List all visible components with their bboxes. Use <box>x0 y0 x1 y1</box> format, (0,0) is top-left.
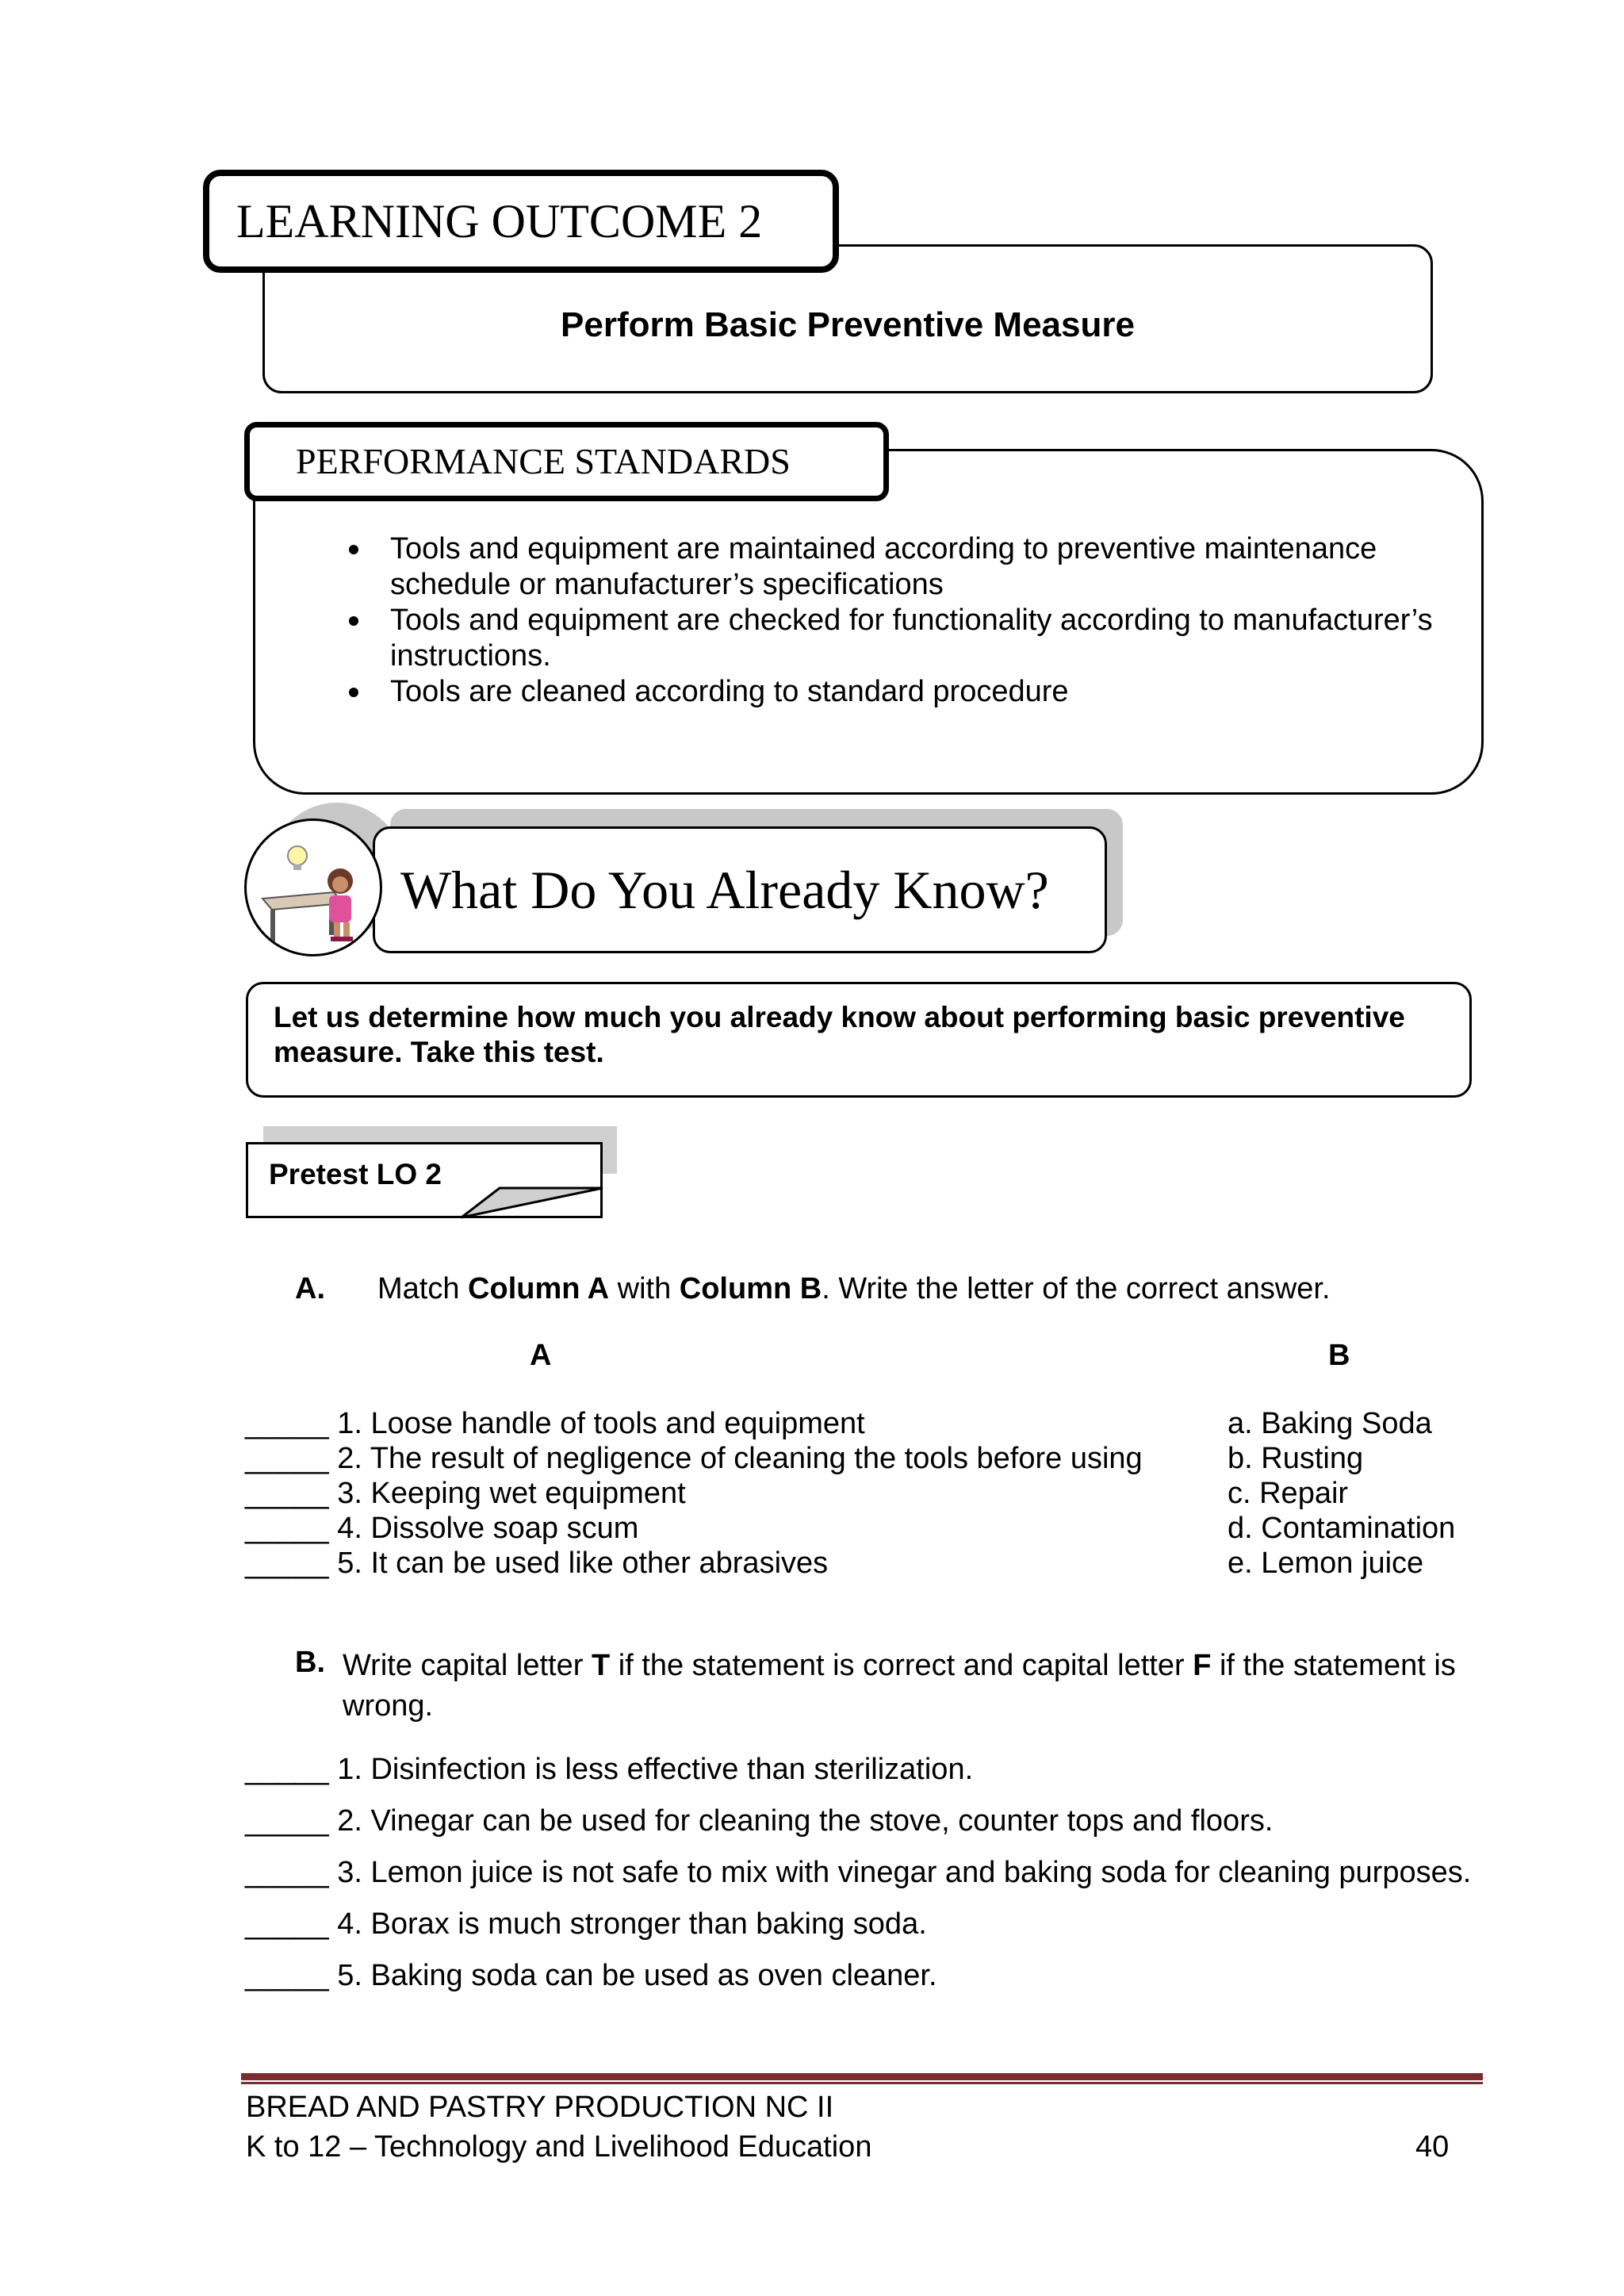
part-b-label: B. <box>295 1646 325 1679</box>
answer-blank[interactable]: _____ <box>245 1547 329 1580</box>
list-item: _____ 5. Baking soda can be used as oven cleaner. <box>245 1959 937 1992</box>
pretest-label: Pretest LO 2 <box>246 1142 603 1218</box>
list-item: _____ 4. Borax is much stronger than baking soda. <box>245 1907 927 1941</box>
answer-blank[interactable]: _____ <box>245 1407 329 1440</box>
list-item: e. Lemon juice <box>1228 1547 1424 1580</box>
list-item: b. Rusting <box>1228 1442 1364 1475</box>
column-b-header: B <box>1328 1339 1350 1372</box>
answer-blank[interactable]: _____ <box>245 1959 329 1992</box>
answer-blank[interactable]: _____ <box>245 1856 329 1889</box>
part-a-label: A. <box>295 1272 325 1305</box>
answer-blank[interactable]: _____ <box>245 1442 329 1475</box>
part-b-instructions: Write capital letter T if the statement is correct and capital letter F if the statement is wrong. <box>343 1649 1456 1723</box>
list-item: Tools are cleaned according to standard procedure <box>341 674 1467 710</box>
learning-outcome-title: Perform Basic Preventive Measure <box>561 305 1135 344</box>
list-item: Tools and equipment are maintained according to preventive maintenance schedule or manufacturer’s specifications <box>341 531 1467 603</box>
list-item: _____ 3. Lemon juice is not safe to mix with vinegar and baking soda for cleaning purposes. <box>245 1856 1472 1889</box>
performance-standards-list <box>341 531 1467 710</box>
list-item: d. Contamination <box>1228 1512 1456 1545</box>
list-item: c. Repair <box>1228 1477 1349 1510</box>
column-a-header: A <box>530 1339 552 1372</box>
footer-program: K to 12 – Technology and Livelihood Education <box>246 2130 872 2164</box>
true-false-list <box>245 1753 1471 2010</box>
page-curl-icon <box>452 1182 611 1221</box>
list-item: _____ 4. Dissolve soap scum <box>245 1512 639 1545</box>
footer-rule-thick <box>241 2073 1483 2080</box>
page-number: 40 <box>1415 2130 1450 2164</box>
list-item: _____ 3. Keeping wet equipment <box>245 1477 686 1510</box>
intro-instructions: Let us determine how much you already know about performing basic preventive measure. Take this test. <box>246 982 1472 1098</box>
answer-blank[interactable]: _____ <box>245 1804 329 1838</box>
part-a-instructions: Match Column A with Column B. Write the letter of the correct answer. <box>377 1272 1331 1305</box>
list-item: _____ 2. The result of negligence of cleaning the tools before using <box>245 1442 1143 1475</box>
column-b-list <box>1228 1406 1455 1581</box>
list-item: _____ 1. Loose handle of tools and equipment <box>245 1407 865 1440</box>
list-item: _____ 5. It can be used like other abrasives <box>245 1547 829 1580</box>
answer-blank[interactable]: _____ <box>245 1512 329 1545</box>
list-item: _____ 1. Disinfection is less effective than sterilization. <box>245 1753 974 1786</box>
column-a-list <box>245 1406 1143 1581</box>
answer-blank[interactable]: _____ <box>245 1477 329 1510</box>
performance-standards-heading: PERFORMANCE STANDARDS <box>244 422 889 501</box>
answer-blank[interactable]: _____ <box>245 1753 329 1786</box>
learning-outcome-label: LEARNING OUTCOME 2 <box>203 170 839 273</box>
list-item: a. Baking Soda <box>1228 1407 1432 1440</box>
footer-course-title: BREAD AND PASTRY PRODUCTION NC II <box>246 2091 834 2124</box>
footer-rule-thin <box>241 2082 1483 2084</box>
answer-blank[interactable]: _____ <box>245 1907 329 1941</box>
list-item: Tools and equipment are checked for functionality according to manufacturer’s instructions. <box>341 603 1467 674</box>
student-at-desk-icon <box>244 818 382 956</box>
what-do-you-know-heading: What Do You Already Know? <box>373 826 1107 953</box>
footer-rule <box>241 2073 1483 2084</box>
list-item: _____ 2. Vinegar can be used for cleaning the stove, counter tops and floors. <box>245 1804 1274 1838</box>
